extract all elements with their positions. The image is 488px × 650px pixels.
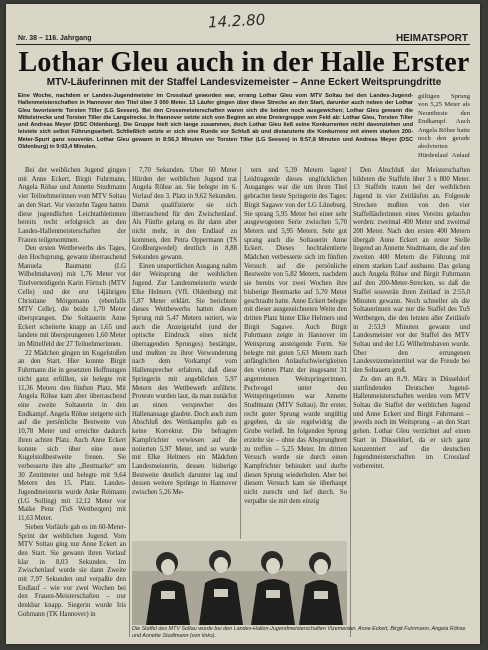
article-column-3 [244, 167, 347, 539]
paragraph: Zu den am 8./9. März in Düsseldorf stattfindenden Deutschen Jugend-Hallenmeisterschaften werden vom MTV Soltau die Staffel der weiblichen Jugend und Anne Eckert und Birgit Fuhrmann – jeweils noch im Weitsprung – an den Start gehen. Lothar Gleu verzichtet auf einen Start in Düsseldorf, da er sich ganz konzentriert auf die deutschen Jugendmeisterschaften im Crosslauf vorbereitet. [353, 375, 470, 470]
paragraph: 22 Mädchen gingen im Kugelstoßen an den Start. Hier konnte Birgit Fuhrmann die in gesetzten Hoffnungen nicht ganz erfüllen, sie belegte mit 11,36 Metern den fünften Platz. Mit Angela Röhse kam aber überraschend eine zweite Soltauerin in den Endkampf. Angela Röhse steigerte sich auf die persönliche Bestweite von 10,78 Meter und erreichte dadurch ihren achten Platz. Auch Anne Eckert konnte sich über eine neue Kugelstoßbestweite freuen. Sie verbesserte ihre alte „Bestmarke“ um 30 Zentimeter und belegte mit 9,64 Metern den 15. Platz. Landes-Jugendmeisterin wurde Anke Reimann (LG Solling) mit 12,12 Meter vor Maike Penz (TuS Wettbergen) mit 11,63 Meter. [18, 349, 126, 523]
column-divider [129, 167, 130, 637]
handwritten-date: 14.2.80 [207, 10, 266, 32]
photo-caption: Die Staffel des MTV Soltau wurde bei den Landes-Hallen-Jugendmeisterschaften Vizemeister. Anne Eckert, Birgit Fuhrmann, Angela Röhse und Annette Studtmann (von links). [132, 626, 466, 639]
headline: Lothar Gleu auch in der Halle Erster [18, 47, 470, 78]
lead-paragraph: Eine Woche, nachdem er Landes-Jugendmeister im Crosslauf geworden war, errang Lothar Gleu vom MTV Soltau bei den Landes-Jugend-Hallenmeisterschaften in Hannover den Titel über 3 000 Meter. 13 Läufer gingen über diese Strecke an den Start, darunter auch neben der Lothar Gleu favorisierte Torsten Tiller (LG Seesen). Bei den Crossmeisterschaften waren sich die beiden noch ausgewichen; Lothar Gleu gewann die Mittelstrecke und Torsten Tiller die Langstrecke. In Hannover setzte sich von Beginn an eine Dreiergruppe vom Feld ab: Lothar Gleu, Torsten Tiller und Andreas Meyer (DSC Oldenburg). Die Gruppe hielt sich lange zusammen, doch Lothar Gleu ließ seine Konkurrenten nicht davonziehen und leistete sich selbst Führungsarbeit. Schließlich setzte er sich eine Runde vor Schluß ab und distanzierte die Konkurrenz mit einem starken 200-Meter-Spurt ganz souverän. Lothar Gleu gewann in 8:56,3 Minuten vor Torsten Tiller (LG Seesen) in 8:57,8 Minuten und Andreas Meyer (DSC Oldenburg) in 9:03,4 Minuten. [18, 93, 413, 151]
paragraph: Sieben Vorläufe gab es im 60-Meter-Sprint der weiblichen Jugend. Vom MTV Soltau ging nur Anne Eckert an den Start. Sie gewann ihren Vorlauf klar in 8,03 Sekunden. Im Zwischenlauf wurde sie dann Zweite mit 7,97 Sekunden und verpaßte den Endlauf – wie vor zwei Wochen bei den Frauen-Meisterschaften – nur denkbar knapp. Siegerin wurde Iris Gohmann (TK Hannover) in [18, 523, 126, 618]
issue-number: Nr. 38 – 116. Jahrgang [18, 35, 92, 42]
top-rule [16, 44, 470, 45]
column-divider [240, 167, 241, 539]
paragraph: Bei der weiblichen Jugend gingen mit Anne Eckert, Birgit Fuhrmann, Angela Röhse und Annette Studtmann vier Teilnehmerinnen vom MTV Soltau an den Start. Vor vierzehn Tagen hatten diese jugendlichen Leichtathletinnen bereits recht erfolgreich an den Landes-Hallenmeisterschaften der Frauen teilgenommen. [18, 167, 126, 244]
article-column-2 [132, 167, 237, 539]
paragraph: Einen unsportlichen Ausgang nahm der Weitsprung der weiblichen Jugend. Zur Landesmeisterin wurde Elke Helmers (VfL Oldenburg) mit 5,87 Meter erklärt. Sie berichtete dieses Wettbewerbs hatten diesen Sprung mit 5,47 Metern notiert, wie auch die Anzeigetafel (und der optische Eindruck eines nicht überragenden Sprunges) bestätigte, und mußten zu ihrer Verwunderung nach dem Vorkampf vom Hallensprecher erfahren, daß diese Springerin mit angeblichen 5,97 Metern den Wettbewerb anführte. Proteste wurden laut, da man zunächst an einen versprecher des Hallenansage glaubte. Doch auch zum Abschluß des Wettkampfes gab es keine Korrektur. Die befragten Kampfrichter verwiesen auf die notierten 5,97 Meter, und so wurde mit Elke Helmers ein Mädchen Landesmeisterin, dessen bisherige Bestweite deutlich darunter lag und dessen weitere Sprünge in Hannover zwischen 5,26 Me- [132, 262, 237, 497]
photo-illustration [132, 541, 347, 625]
section-title: HEIMATSPORT [395, 33, 468, 44]
newspaper-clipping [6, 4, 480, 644]
team-photo [132, 541, 347, 625]
column-divider [350, 167, 351, 637]
subheadline: MTV-Läuferinnen mit der Staffel Landesvizemeister – Anne Eckert Weitsprungdritte [46, 77, 442, 88]
paragraph: Den ersten Wettbewerbs des Tages, den Hochsprung, gewann überraschend Manuela Baumann (LG Wilhelmshaven) mit 1,76 Meter vor Titelverteidigerin Karin Förtsch (MTV Celle) und der erst 14jährigen Christiane Mörgemann (ebenfalls MTV Celle), die beide 1,70 Meter übersprangen. Die Soltauerin Anne Eckert scheiterte knapp an 1,65 und landete mit übersprungenen 1,60 Meter im Mittelfeld der 27 Teilnehmerinnen. [18, 245, 126, 349]
side-column: gültigen Sprung von 5,25 Meter als Neuntbeste den Endkampf. Auch Angela Röhse hatte noch den gerade abolvierten Hürdenlauf Anlauf [418, 93, 470, 159]
article-column-4 [353, 167, 470, 637]
paragraph: tern und 5,39 Metern lagen! Leidtragende dieses unglücklichen Ausganges war die um ihren Titel gebrachte beste Springerin des Tages: Birgit Sagawe von der LG Lüneburg. Sie sprang 5,95 Meter bei einer sehr ausgewogenen Serie zwischen 5,70 Metern und 5,95 Metern. Sehr gut sprang auch die Soltauerin Anne Eckert. Dieses hochtalentierte Mädchen verbesserte sich im fünften Versuch auf die persönliche Bestweite von 5,82 Metern, nachdem sie bereits vor zwei Wochen ihre bisherige Bestmarke auf 5,70 Meter geschraubt hatte. Anne Eckert belegte mit dieser ausgezeichneten Weite den dritten Platz hinter Elke Helmers und Birgit Sagawe. Auch Birgit Fuhrmann zeigte in Hannover im Weitsprung ansteigende Form. Sie belegte mit guten 5,63 Metern nach anfänglichen Anlaufschwierigkeiten den vierten Platz der insgesamt 31 angetretenen Weitspringerinnen. Pechvogel unter den Weitspringerinnen war Annette Studtmann (MTV Soltau). Ihr erster, recht guter Sprung wurde ungültig gegeben, da sie regelwidrig die Grube verließ. Im folgenden Sprung erzielte sie – ohne das Absprungbrett zu treffen – 5,25 Meter. Im dritten Versuch wurde sie durch einen Kampfrichter behindert und durfte diesen Sprung wiederholen. Aber bei diesem Versuch kam sie überhaupt nicht zurecht und lief durch. So verpaßte sie mit dem einzig [244, 167, 347, 505]
article-column-1 [18, 167, 126, 637]
paragraph: Den Abschluß der Meisterschaften bildeten die Staffeln über 3 x 800 Meter. 13 Staffeln traten bei der weiblichen Jugend in vier Zeitläufen an. Folgende Strecken mußten von den vier Staffelläuferinnen eines Vereins gelaufen werden: zweimal 400 Meter und zweimal 200 Meter. Nach den ersten 400 Metern übergab Anne Eckert an erster Stelle liegend an Annette Studtmann, die auf den zweiten 400 Metern die Führung mit einem starken Lauf ausbaute. Das gelang auch Angela Röhse und Birgit Fuhrmann auf den 200-Meter-Strecken, so daß die Staffel souverän ihren Zeitlauf in 2:55,0 Minuten gewann. Noch schneller als die Soltauerinnen war nur die Staffel des TuS Wettbergen, die den letzten aller Zeitläufe in 2:53,9 Minuten gewann und Landesmeister vor der Staffel des MTV Soltau und der LG Wilhelmshaven wurde. Über den errungenen Landesvizemeistertitel war die Freude bei den Soltauern groß. [353, 167, 470, 375]
paragraph: 7,70 Sekunden. Über 60 Meter Hürden der weiblichen Jugend trat Angela Röhse an. Sie belegte im 6. Vorlauf den 3. Platz in 9,62 Sekunden. Damit qualifizierte sie sich überraschend für den Zwischenlauf. Als Fünfte gelang es ihr dann aber nicht mehr, in den Endlauf zu kommen, den Petra Oppermann (TS Großburgwedel) deutlich in 8,88 Sekunden gewann. [132, 167, 237, 262]
